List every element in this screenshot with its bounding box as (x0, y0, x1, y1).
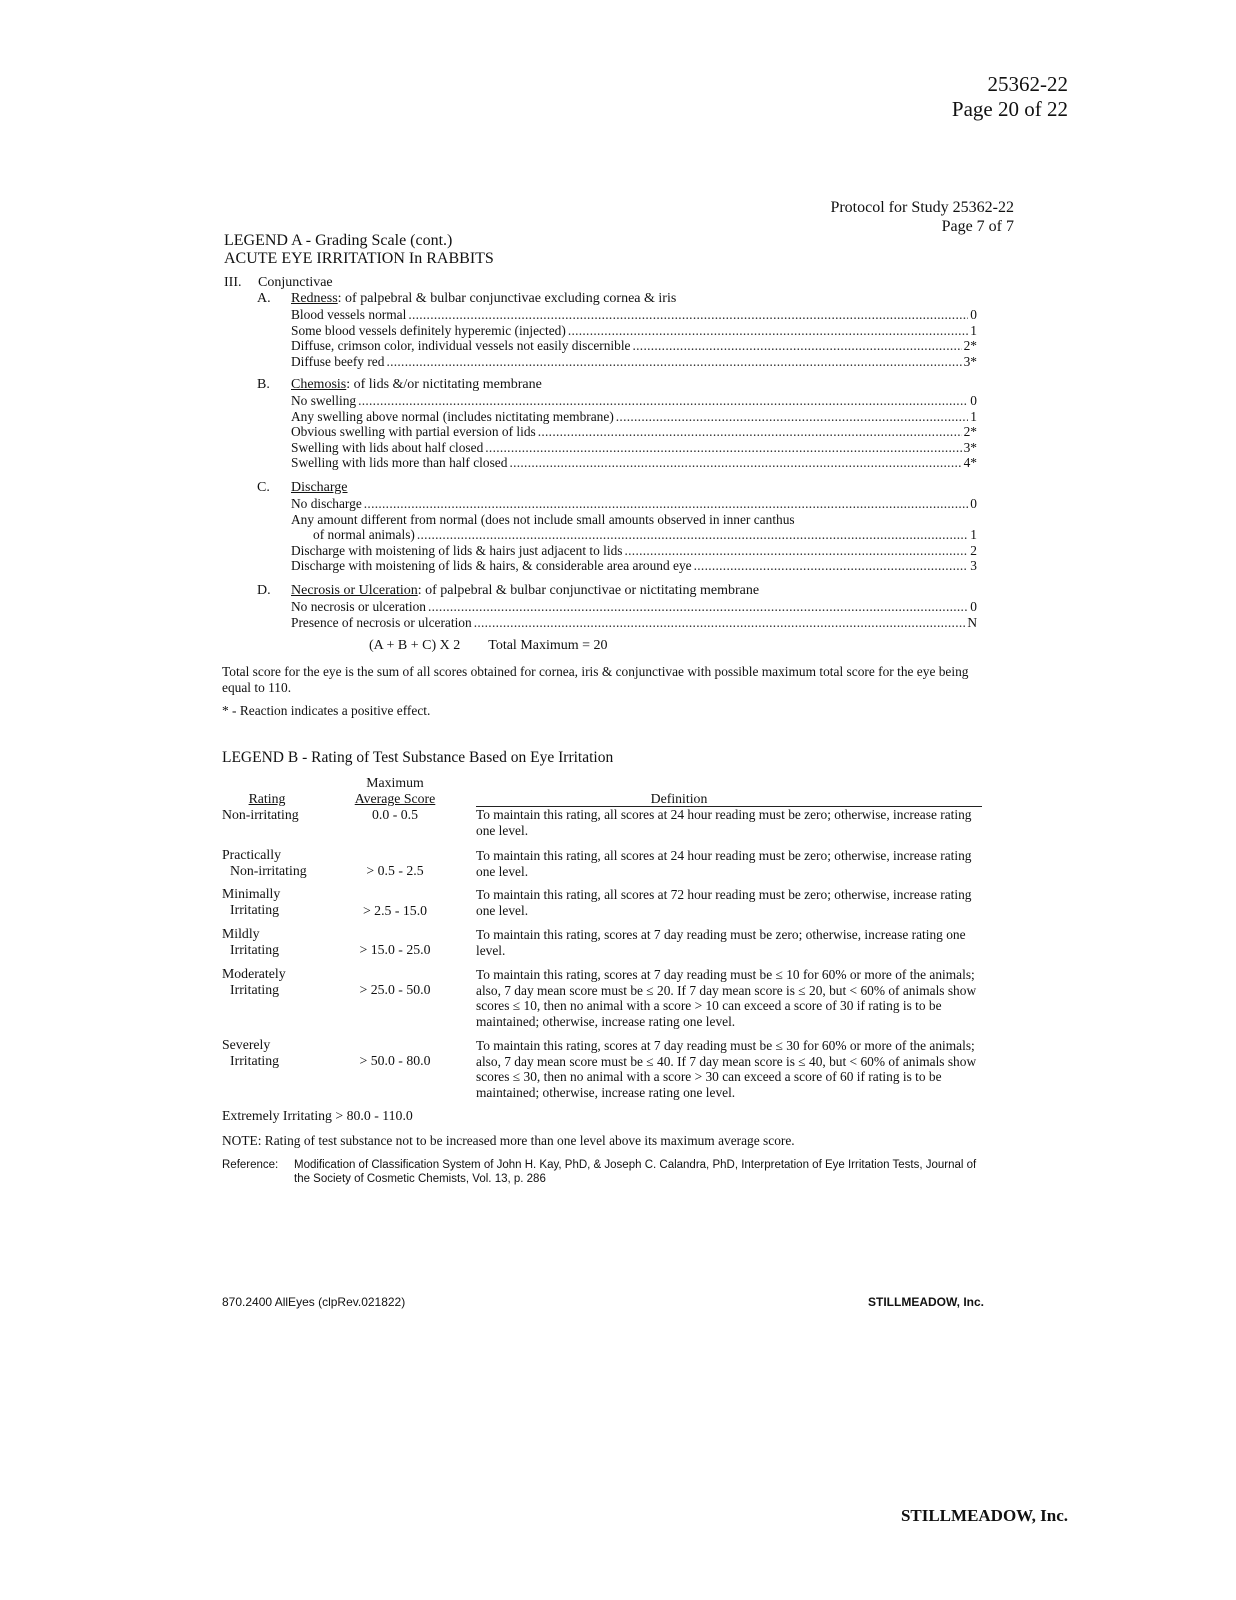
rating-name: Mildly Irritating (222, 926, 280, 957)
note: NOTE: Rating of test substance not to be increased more than one level above its maximum average score. (222, 1133, 795, 1148)
bottom-company: STILLMEADOW, Inc. (900, 1506, 1068, 1525)
subsection-a-heading (257, 291, 676, 307)
section-heading (224, 275, 333, 291)
subsection-desc: : of palpebral & bulbar conjunctivae or nictitating membrane (417, 583, 760, 598)
subsection-desc: : of lids &/or nictitating membrane (346, 377, 542, 392)
subsection-desc: : of palpebral & bulbar conjunctivae excluding cornea & iris (337, 291, 677, 306)
section-label: Conjunctivae (258, 275, 333, 290)
score-row: No necrosis or ulceration ..... 0 (291, 599, 977, 615)
score-row: Obvious swelling with partial eversion of lids ..... 2* (291, 424, 977, 440)
subsection-letter: D. (257, 583, 271, 598)
column-header-rating: Rating (248, 791, 286, 806)
column-header-max-score: Maximum Average Score (354, 775, 436, 806)
score-row: Diffuse, crimson color, individual vessels not easily discernible ..... 2* (291, 338, 977, 354)
extreme-rating: Extremely Irritating > 80.0 - 110.0 (222, 1108, 413, 1123)
rating-definition: To maintain this rating, all scores at 24 hour reading must be zero; otherwise, increase rating one level. (476, 848, 972, 879)
necrosis-list (291, 599, 977, 630)
subsection-letter: C. (257, 480, 270, 495)
rating-definition: To maintain this rating, all scores at 72 hour reading must be zero; otherwise, increase rating one level. (476, 887, 972, 918)
legend-b-title: LEGEND B - Rating of Test Substance Based on Eye Irritation (222, 749, 614, 766)
chemosis-list (291, 393, 977, 471)
rating-name: Practically Non-irritating (222, 847, 307, 878)
protocol-study: Protocol for Study 25362-22 (830, 199, 1014, 216)
score-row: No discharge ..... 0 (291, 496, 977, 512)
rating-definition: To maintain this rating, all scores at 24 hour reading must be zero; otherwise, increase rating one level. (476, 807, 972, 838)
rating-score: > 15.0 - 25.0 (359, 942, 431, 957)
redness-list (291, 307, 977, 369)
subsection-letter: B. (257, 377, 270, 392)
subsection-title: Necrosis or Ulceration (291, 583, 418, 598)
protocol-page: Page 7 of 7 (941, 218, 1014, 235)
protocol-header (830, 198, 1014, 236)
legend-a-title (224, 232, 494, 268)
score-row: Swelling with lids more than half closed ..... 4* (291, 455, 977, 471)
score-row-text: Any amount different from normal (does not include small amounts observed in inner canthus (291, 511, 795, 527)
subsection-title: Discharge (291, 480, 348, 495)
legend-a-title-line2: ACUTE EYE IRRITATION In RABBITS (224, 250, 494, 267)
document-number: 25362-22 (987, 72, 1068, 96)
score-row: Any swelling above normal (includes nictitating membrane) ..... 1 (291, 409, 977, 425)
rating-score: > 50.0 - 80.0 (359, 1053, 431, 1068)
score-row: of normal animals) ..... 1 (291, 527, 977, 543)
subsection-b-heading (257, 377, 542, 393)
rating-definition: To maintain this rating, scores at 7 day reading must be ≤ 10 for 60% or more of the animals; also, 7 day mean score must be ≤ 20. If 7 day mean score is ≤ 20, but < 60% of animals show scores ≤ 10, then no animal with a score > 10 can exceed a score of 30 if rating is to be maintained; otherwise, increase rating one level. (476, 967, 977, 1029)
rating-score: > 0.5 - 2.5 (366, 863, 424, 878)
score-row: Discharge with moistening of lids & hairs just adjacent to lids ..... 2 (291, 543, 977, 559)
formula-maximum: Total Maximum = 20 (488, 638, 608, 653)
score-row: Discharge with moistening of lids & hairs, & considerable area around eye ..... 3 (291, 558, 977, 574)
asterisk-note: * - Reaction indicates a positive effect. (222, 703, 431, 718)
subsection-d-heading (257, 583, 759, 599)
rating-score: 0.0 - 0.5 (372, 807, 418, 822)
score-row: Blood vessels normal ..... 0 (291, 307, 977, 323)
reference-text: Modification of Classification System of John H. Kay, PhD, & Joseph C. Calandra, PhD, Interpretation of Eye Irritation Tests, Journal of the Society of Cosmetic Chemists, Vol. 13, p. 286 (294, 1159, 977, 1185)
footer-left: 870.2400 AllEyes (clpRev.021822) (222, 1295, 406, 1309)
legend-a-title-line1: LEGEND A - Grading Scale (cont.) (224, 232, 453, 249)
subsection-title: Redness (291, 291, 338, 306)
rating-score: > 25.0 - 50.0 (359, 982, 431, 997)
score-row: Some blood vessels definitely hyperemic (injected) ..... 1 (291, 323, 977, 339)
rating-score: > 2.5 - 15.0 (362, 903, 428, 918)
formula-expression: (A + B + C) X 2 (369, 638, 461, 653)
score-row: Swelling with lids about half closed ..... 3* (291, 440, 977, 456)
reference (222, 1158, 988, 1186)
column-header-definition: Definition (650, 791, 708, 806)
page-number: Page 20 of 22 (951, 97, 1068, 121)
rating-name: Minimally Irritating (222, 886, 281, 917)
rating-name: Moderately Irritating (222, 966, 286, 997)
subsection-letter: A. (257, 291, 271, 306)
discharge-list (291, 496, 977, 574)
subsection-c-heading (257, 480, 348, 496)
rating-definition: To maintain this rating, scores at 7 day reading must be ≤ 30 for 60% or more of the animals; also, 7 day mean score must be ≤ 40. If 7 day mean score is ≤ 40, but < 60% of animals show scores ≤ 30, then no animal with a score > 30 can exceed a score of 60 if rating is to be maintained; otherwise, increase rating one level. (476, 1038, 977, 1100)
reference-label: Reference: (222, 1159, 279, 1171)
rating-definition: To maintain this rating, scores at 7 day reading must be zero; otherwise, increase rating one level. (476, 927, 966, 958)
rating-name: Severely Irritating (222, 1037, 280, 1068)
score-formula (369, 638, 608, 654)
subsection-title: Chemosis (291, 377, 347, 392)
footer-right: STILLMEADOW, Inc. (868, 1295, 984, 1309)
score-row: Diffuse beefy red ..... 3* (291, 354, 977, 370)
score-row: No swelling ..... 0 (291, 393, 977, 409)
score-row: Presence of necrosis or ulceration ..... N (291, 615, 977, 631)
rating-name: Non-irritating (222, 807, 299, 822)
document-header (952, 72, 1068, 122)
total-score-note: Total score for the eye is the sum of all scores obtained for cornea, iris & conjunctivae with possible maximum total score for the eye being equal to 110. (222, 664, 969, 695)
section-number: III. (224, 275, 242, 290)
